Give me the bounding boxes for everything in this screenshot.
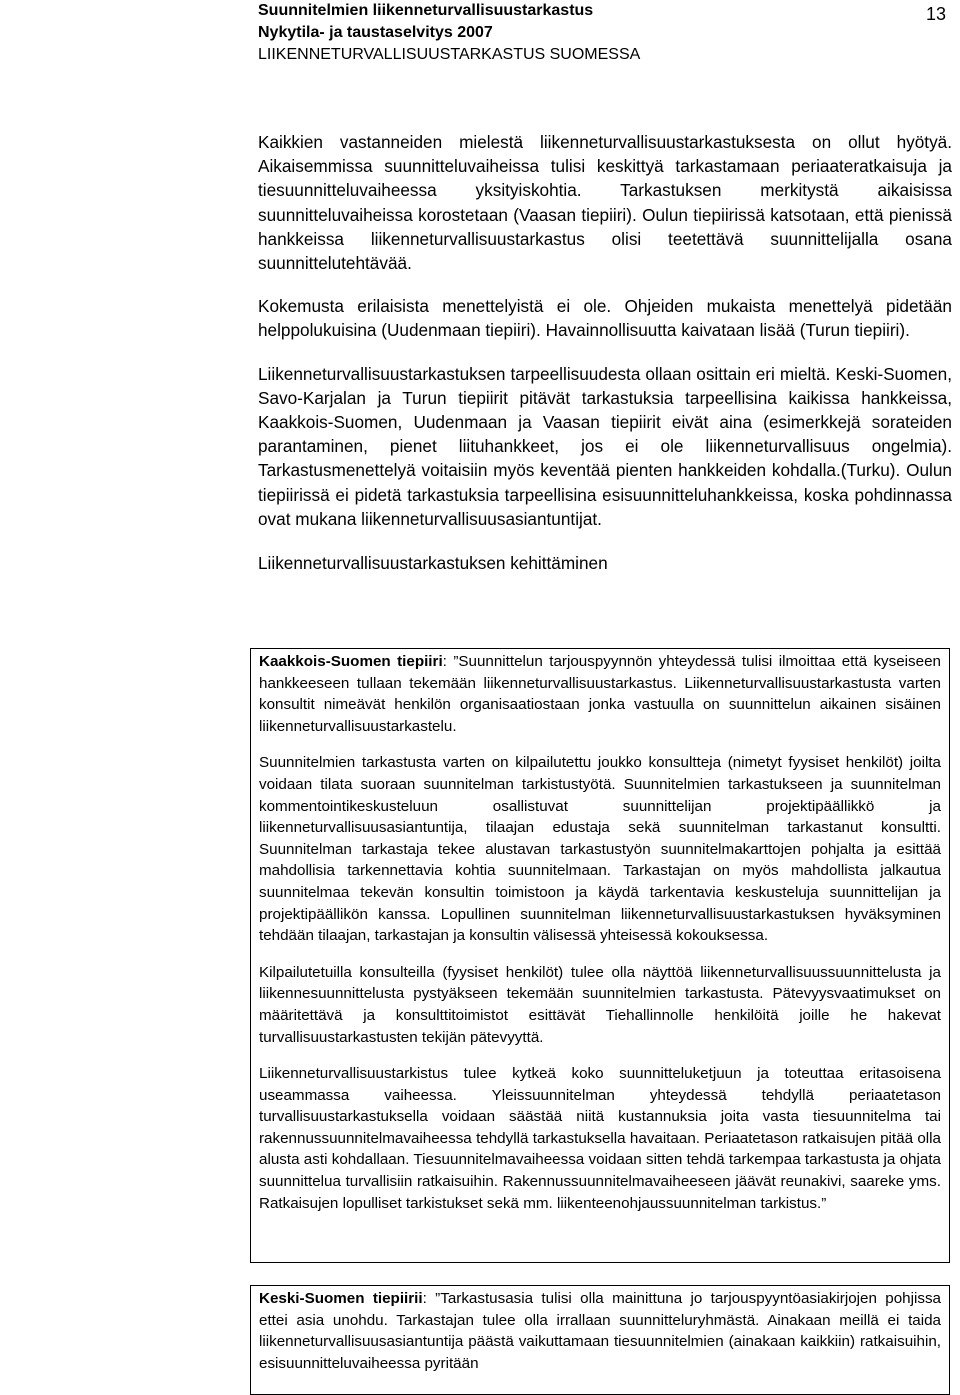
document-title: Suunnitelmien liikenneturvallisuustarkastus: [258, 2, 594, 19]
quote-paragraph: Suunnitelmien tarkastusta varten on kilpailutettu joukko konsultteja (nimetyt fyysiset henkilöt) joilta voidaan tilata suoraan suunnitelman tarkistustyötä. Suunnitelmien tarkastukseen ja suunnitelman kommentointikeskusteluun osallistuvat suunnittelijan projektipäällikkö ja liikenneturvallisuusasiantuntija, tilaajan edustaja sekä suunnitelman tarkastanut konsultti. Suunnitelman tarkastaja tekee alustavan tarkastustyön suunnitelmakarttojen pohjalta ja esittää mahdollisia tarkennettavia kohtia suunnitelmaan. Tarkastajan on myös mahdollista jalkautua suunnitelmaa tekevän konsultin toimistoon ja käydä tarkentavia keskusteluja suunnittelijan ja projektipäällikön kanssa. Lopullinen suunnitelman liikenneturvallisuustarkastuksen hyväksyminen tehdään tilaajan, tarkastajan ja konsultin välisessä yhteisessä kokouksessa.: [259, 754, 941, 945]
quote-paragraph: [259, 1288, 941, 1374]
quote-box-keski-suomen: [250, 1285, 950, 1395]
quote-box-kaakkois-suomen: [250, 648, 950, 1263]
main-content: [258, 130, 952, 575]
page-header: [258, 0, 952, 80]
chapter-title: LIIKENNETURVALLISUUSTARKASTUS SUOMESSA: [258, 46, 641, 63]
quote-text: : ”Tarkastusasia tulisi olla mainittuna jo tarjouspyyntöasiakirjojen pohjissa ettei asia unohdu. Tarkastajan tulee olla irrallaan suunnitteluryhmästä. Ainakaan meillä ei taida liikenneturvallisuusasiantuntija päästä vaikuttamaan tiesuunnitelmien (ainakaan kaikkiin) ratkaisuihin, esisuunnitteluvaiheessa pyritään: [259, 1290, 941, 1372]
quote-paragraph: [259, 651, 941, 737]
quote-paragraph: Kilpailutetuilla konsulteilla (fyysiset henkilöt) tulee olla näyttöä liikenneturvallisuussuunnittelusta ja liikennesuunnittelusta pystyäkseen tekemään suunnitelmien tarkastusta. Pätevyysvaatimukset on määritettävä ja konsulttitoimistot esittävät Tiehallinnolle henkilöitä joille he hakevat turvallisuustarkastusten tekijän pätevyyttä.: [259, 963, 941, 1046]
quote-source-label: Kaakkois-Suomen tiepiiri: [259, 653, 443, 670]
paragraph-necessity: Liikenneturvallisuustarkastuksen tarpeellisuudesta ollaan osittain eri mieltä. Keski-Suomen, Savo-Karjalan ja Turun tiepiirit pitävät tarkastuksia tarpeellisina kaikissa hankkeissa, Kaakkois-Suomen, Uudenmaan ja Vaasan tiepiirit eivät aina (esimerkkejä sorateiden parantaminen, pienet liituhankkeet, jos ei ole liikenneturvallisuus ongelmia). Tarkastusmenettelyä voitaisiin myös keventää pienten hankkeiden kohdalla.(Turku). Oulun tiepiirissä ei pidetä tarkastuksia tarpeellisina esisuunnitteluhankkeissa, koska pohdinnassa ovat mukana liikenneturvallisuusasiantuntijat.: [258, 363, 952, 529]
page-number: 13: [925, 4, 946, 24]
quote-source-label: Keski-Suomen tiepiirii: [259, 1290, 423, 1307]
quote-paragraph: Liikenneturvallisuustarkistus tulee kytkeä koko suunnitteluketjuun ja toteuttaa eritasoisena useammassa vaiheessa. Yleissuunnitelman yhteydessä tehdyllä periaatetason turvallisuustarkastuksella voidaan säästää niitä kustannuksia joita vasta tiesuunnitelma tai rakennussuunnitelmavaiheessa tehdyllä tarkastuksella havaitaan. Periaatetason ratkaisujen pitää olla alusta asti kohdallaan. Tiesuunnitelmavaiheessa voidaan sitten tehdä tarkempaa tarkastusta ja ohjata suunnittelua turvallisiin ratkaisuihin. Rakennussuunnitelmavaiheeseen jäävät reunakivi, saareke yms. Ratkaisujen lopulliset tarkistukset sekä mm. liikenteenohjaussuunnitelman tarkistus.”: [259, 1065, 941, 1212]
section-heading: Liikenneturvallisuustarkastuksen kehittäminen: [258, 553, 608, 574]
quote-text: : ”Suunnittelun tarjouspyynnön yhteydessä tulisi ilmoittaa että kyseiseen hankkeeseen tullaan tekemään liikenneturvallisuustarkastus. Liikenneturvallisuustarkastusta varten konsultit nimeävät henkilön organisaatiostaan jonka vastuulla on suunnittelun aikainen sisäinen liikenneturvallisuustarkastelu.: [259, 653, 941, 735]
paragraph-experience: Kokemusta erilaisista menettelyistä ei ole. Ohjeiden mukaista menettelyä pidetään helppolukuisina (Uudenmaan tiepiiri). Havainnollisuutta kaivataan lisää (Turun tiepiiri).: [258, 296, 952, 341]
document-subtitle: Nykytila- ja taustaselvitys 2007: [258, 24, 493, 41]
paragraph-benefits: Kaikkien vastanneiden mielestä liikenneturvallisuustarkastuksesta on ollut hyötyä. Aikaisemmissa suunnitteluvaiheissa tulisi keskittyä tarkastamaan periaateratkaisuja ja tiesuunnitteluvaiheessa yksityiskohtia. Tarkastuksen merkitystä aikaisissa suunnitteluvaiheissa korostetaan (Vaasan tiepiiri). Oulun tiepiirissä katsotaan, että pienissä hankkeissa liikenneturvallisuustarkastus olisi teetettävä suunnittelijalla osana suunnittelutehtävää.: [258, 132, 952, 274]
